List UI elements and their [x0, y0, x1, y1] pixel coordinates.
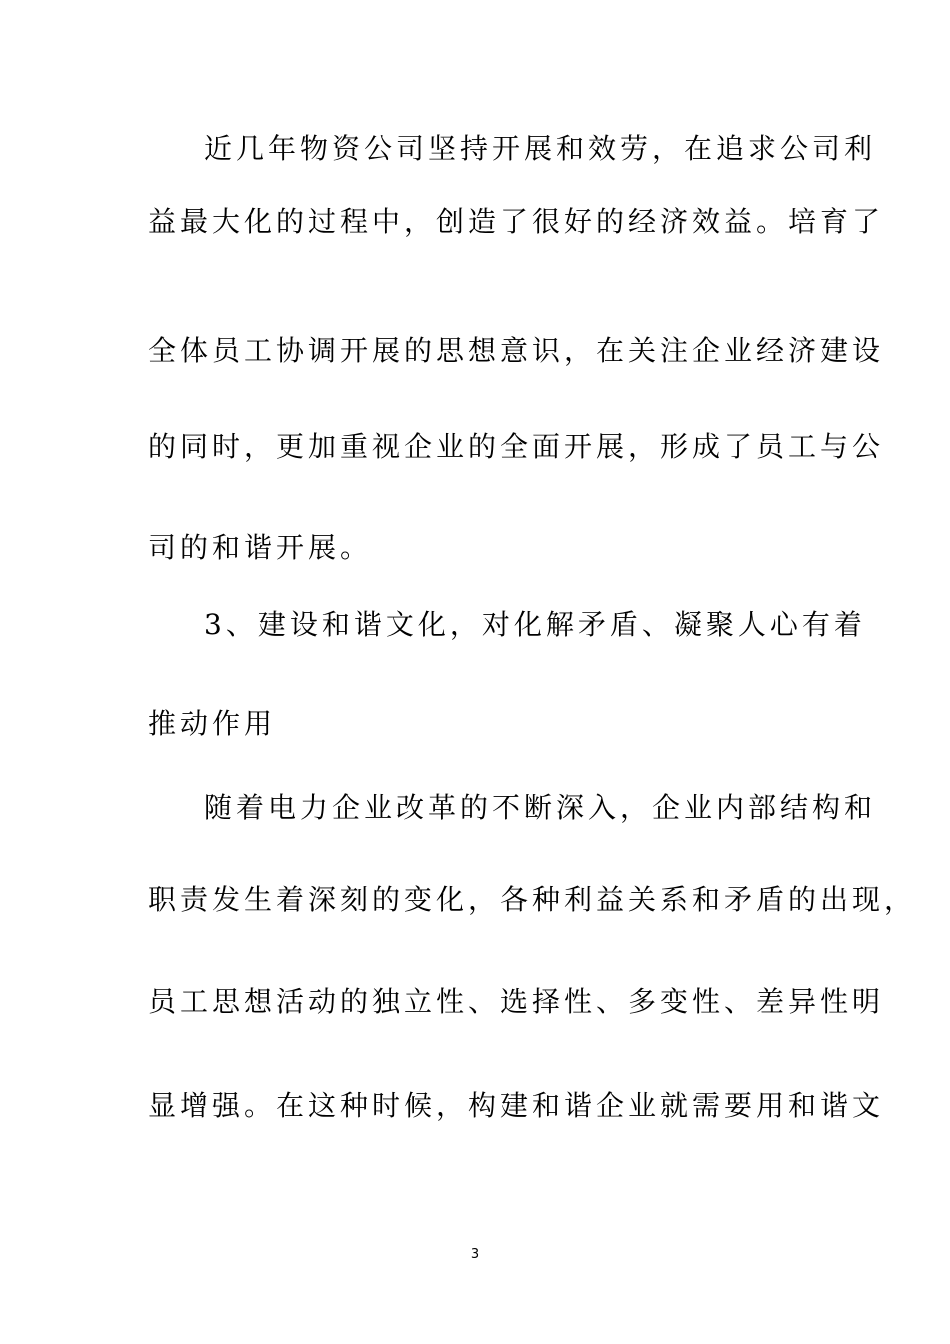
paragraph-line: 职责发生着深刻的变化，各种利益关系和矛盾的出现， — [148, 883, 917, 916]
paragraph-line: 益最大化的过程中，创造了很好的经济效益。培育了 — [148, 205, 885, 238]
page-number: 3 — [470, 1247, 480, 1262]
paragraph-line: 近几年物资公司坚持开展和效劳，在追求公司利 — [204, 132, 877, 165]
paragraph-line: 员工思想活动的独立性、选择性、多变性、差异性明 — [148, 985, 885, 1018]
paragraph-line: 司的和谐开展。 — [148, 531, 373, 564]
section-heading-line: 推动作用 — [148, 707, 277, 740]
paragraph-line: 显增强。在这种时候，构建和谐企业就需要用和谐文 — [148, 1089, 885, 1122]
paragraph-line: 随着电力企业改革的不断深入，企业内部结构和 — [204, 791, 877, 824]
paragraph-line: 的同时，更加重视企业的全面开展，形成了员工与公 — [148, 430, 885, 463]
section-heading-line: 3、建设和谐文化，对化解矛盾、凝聚人心有着 — [204, 608, 866, 641]
paragraph-line: 全体员工协调开展的思想意识，在关注企业经济建设 — [148, 334, 885, 367]
